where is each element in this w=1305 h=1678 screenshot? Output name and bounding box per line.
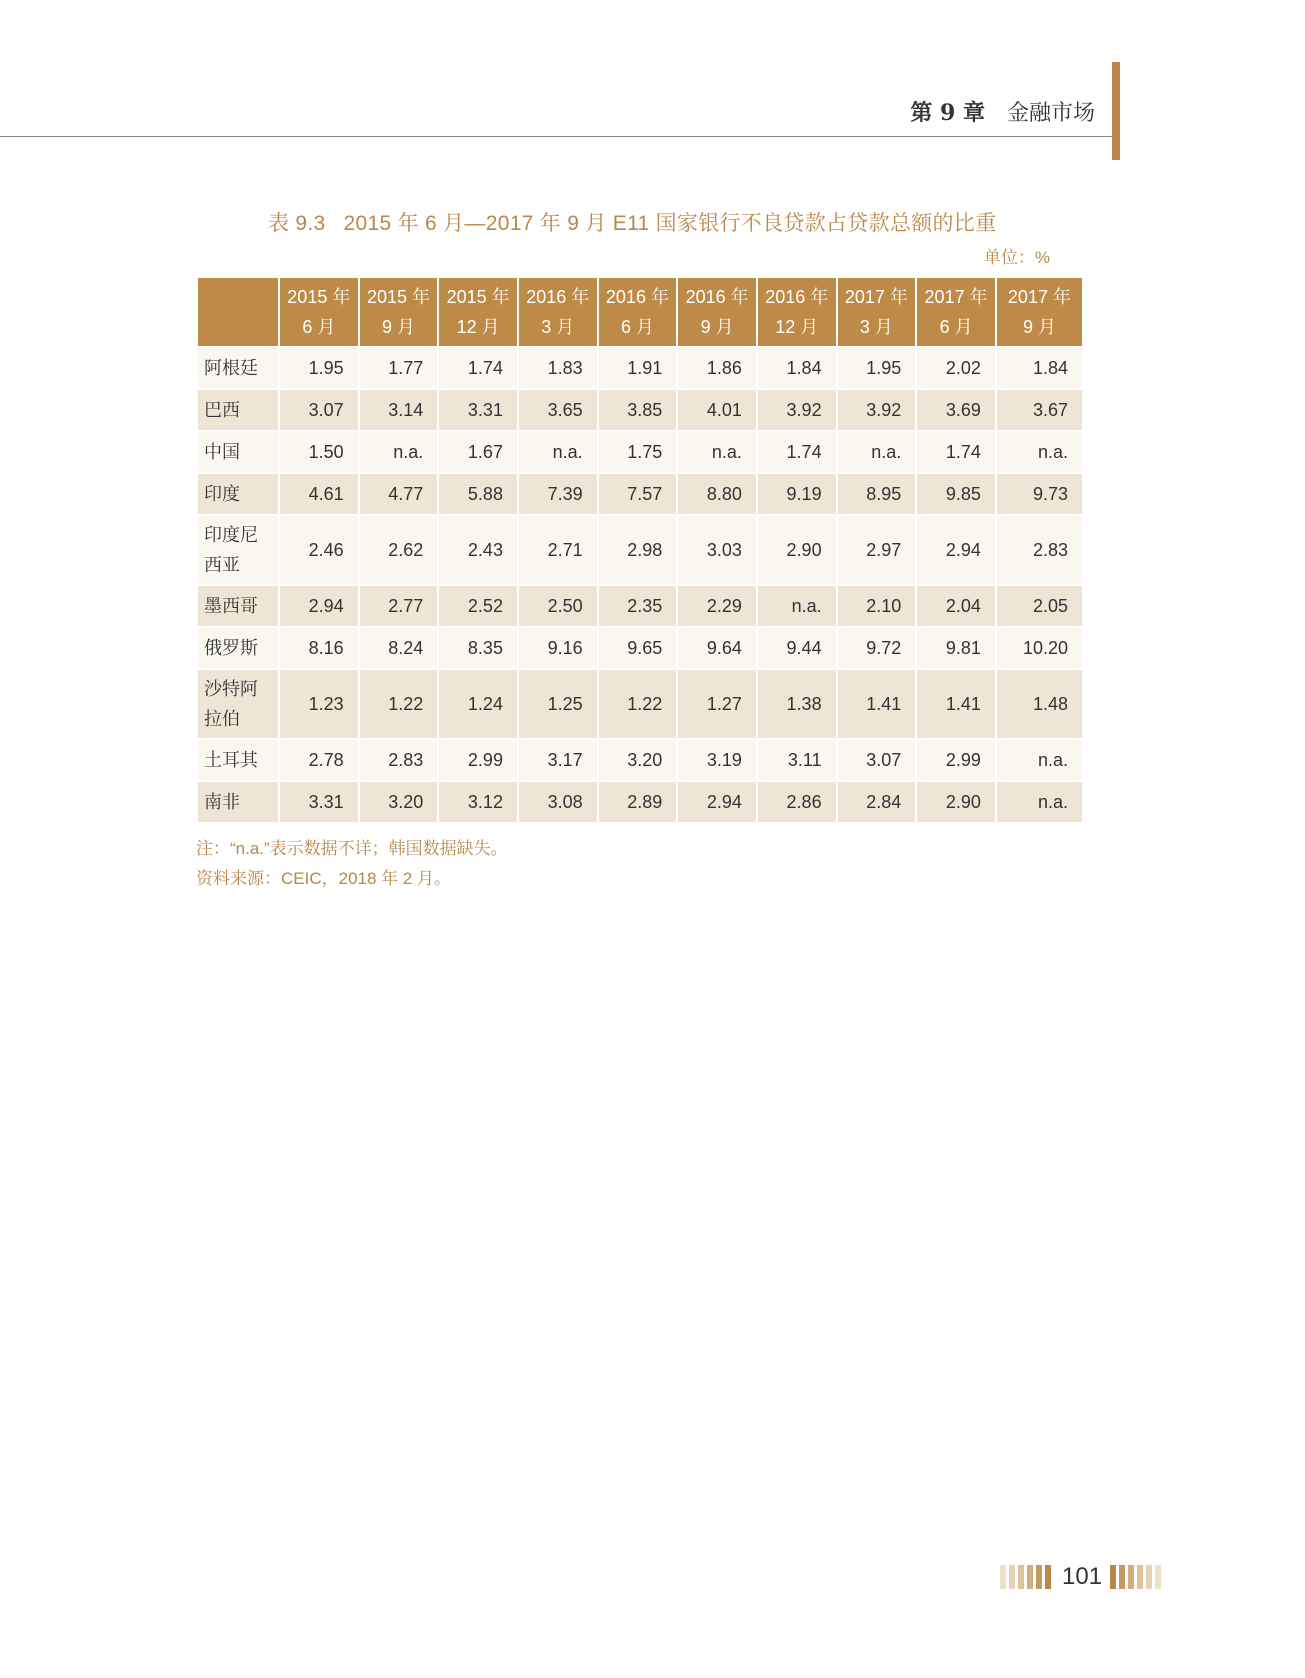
value-cell: 9.65 <box>599 628 677 668</box>
table-header <box>198 278 1082 346</box>
value-cell: 2.98 <box>599 516 677 584</box>
value-cell: 5.88 <box>439 474 517 514</box>
column-header <box>360 278 438 346</box>
value-cell: 1.74 <box>917 432 995 472</box>
value-cell: 2.29 <box>678 586 756 626</box>
value-cell: 3.85 <box>599 390 677 430</box>
value-cell: 3.65 <box>519 390 597 430</box>
value-cell: 7.39 <box>519 474 597 514</box>
value-cell: 2.10 <box>838 586 916 626</box>
value-cell: 4.61 <box>280 474 358 514</box>
value-cell: n.a. <box>997 432 1082 472</box>
value-cell: 1.91 <box>599 348 677 388</box>
column-header <box>519 278 597 346</box>
value-cell: 2.90 <box>758 516 836 584</box>
column-header-month: 3 月 <box>541 317 575 337</box>
value-cell: 8.35 <box>439 628 517 668</box>
column-header-month: 12 月 <box>456 317 500 337</box>
value-cell: n.a. <box>997 782 1082 822</box>
value-cell: 2.78 <box>280 740 358 780</box>
value-cell: 1.83 <box>519 348 597 388</box>
ornament-stripe <box>1036 1565 1042 1589</box>
ornament-stripe <box>1110 1565 1116 1589</box>
table-row <box>198 586 1082 626</box>
value-cell: 2.97 <box>838 516 916 584</box>
ornament-stripe <box>1137 1565 1143 1589</box>
value-cell: 2.05 <box>997 586 1082 626</box>
value-cell: 4.77 <box>360 474 438 514</box>
value-cell: 7.57 <box>599 474 677 514</box>
column-header-year: 2015 年 <box>287 287 351 307</box>
column-header-month: 6 月 <box>302 317 336 337</box>
value-cell: 2.71 <box>519 516 597 584</box>
value-cell: 9.64 <box>678 628 756 668</box>
value-cell: 2.04 <box>917 586 995 626</box>
value-cell: 3.92 <box>758 390 836 430</box>
value-cell: 10.20 <box>997 628 1082 668</box>
running-header <box>910 96 1095 127</box>
value-cell: 2.94 <box>678 782 756 822</box>
ornament-stripe <box>1155 1565 1161 1589</box>
country-name-line: 南非 <box>204 792 240 812</box>
column-header-month: 12 月 <box>775 317 819 337</box>
country-name <box>198 586 278 626</box>
value-cell: 2.46 <box>280 516 358 584</box>
value-cell: 8.16 <box>280 628 358 668</box>
table-row <box>198 348 1082 388</box>
value-cell: 1.67 <box>439 432 517 472</box>
column-header <box>280 278 358 346</box>
value-cell: 2.86 <box>758 782 836 822</box>
table-row <box>198 390 1082 430</box>
value-cell: 9.19 <box>758 474 836 514</box>
table-title: 2015 年 6 月—2017 年 9 月 E11 国家银行不良贷款占贷款总额的比重 <box>343 212 997 235</box>
value-cell: 1.77 <box>360 348 438 388</box>
header-corner-cell <box>198 278 278 346</box>
value-cell: 8.24 <box>360 628 438 668</box>
ornament-stripe <box>1128 1565 1134 1589</box>
ornament-stripe <box>1045 1565 1051 1589</box>
value-cell: 9.85 <box>917 474 995 514</box>
value-cell: n.a. <box>758 586 836 626</box>
column-header-year: 2016 年 <box>765 287 829 307</box>
column-header-month: 9 月 <box>1022 317 1056 337</box>
ornament-stripe <box>1009 1565 1015 1589</box>
value-cell: 2.02 <box>917 348 995 388</box>
country-name-line: 巴西 <box>204 400 240 420</box>
column-header <box>678 278 756 346</box>
country-name-line: 沙特阿 <box>204 679 258 699</box>
header-accent-bar <box>1112 62 1120 160</box>
ornament-stripe <box>1000 1565 1006 1589</box>
value-cell: 1.95 <box>280 348 358 388</box>
country-name <box>198 432 278 472</box>
value-cell: 2.52 <box>439 586 517 626</box>
country-name-line: 俄罗斯 <box>204 638 258 658</box>
column-header-month: 3 月 <box>859 317 893 337</box>
value-cell: 2.83 <box>360 740 438 780</box>
table-number: 表 9.3 <box>268 212 326 235</box>
value-cell: n.a. <box>519 432 597 472</box>
table-source: 资料来源：CEIC，2018 年 2 月。 <box>196 869 452 888</box>
value-cell: 1.74 <box>439 348 517 388</box>
value-cell: 3.07 <box>838 740 916 780</box>
ornament-stripe <box>1146 1565 1152 1589</box>
column-header <box>838 278 916 346</box>
ornament-stripe <box>1027 1565 1033 1589</box>
country-name-line: 拉伯 <box>204 709 240 729</box>
value-cell: 3.69 <box>917 390 995 430</box>
page-ornament-left <box>1000 1565 1054 1589</box>
header-rule <box>0 136 1116 137</box>
value-cell: 3.08 <box>519 782 597 822</box>
value-cell: 2.90 <box>917 782 995 822</box>
country-name <box>198 348 278 388</box>
value-cell: n.a. <box>678 432 756 472</box>
unit-label: 单位：% <box>983 248 1050 267</box>
country-name-line: 印度尼 <box>204 525 258 545</box>
country-name <box>198 628 278 668</box>
value-cell: 3.03 <box>678 516 756 584</box>
value-cell: 1.41 <box>917 670 995 738</box>
value-cell: 2.89 <box>599 782 677 822</box>
chapter-number: 第 9 章 <box>910 100 985 126</box>
value-cell: 3.11 <box>758 740 836 780</box>
country-name-line: 墨西哥 <box>204 596 258 616</box>
country-name <box>198 516 278 584</box>
value-cell: 2.62 <box>360 516 438 584</box>
value-cell: 1.95 <box>838 348 916 388</box>
column-header-year: 2016 年 <box>605 287 669 307</box>
table-row <box>198 740 1082 780</box>
page-number-block <box>1000 1563 1164 1591</box>
column-header-month: 9 月 <box>700 317 734 337</box>
column-header-month: 9 月 <box>381 317 415 337</box>
column-header-year: 2016 年 <box>526 287 590 307</box>
value-cell: 1.86 <box>678 348 756 388</box>
value-cell: 4.01 <box>678 390 756 430</box>
table-note: 注：“n.a.”表示数据不详；韩国数据缺失。 <box>196 839 508 858</box>
value-cell: 1.22 <box>599 670 677 738</box>
ornament-stripe <box>1018 1565 1024 1589</box>
country-name-line: 西亚 <box>204 555 240 575</box>
value-cell: 9.16 <box>519 628 597 668</box>
chapter-title: 金融市场 <box>1006 100 1095 125</box>
column-header <box>997 278 1082 346</box>
table-row <box>198 628 1082 668</box>
value-cell: 8.80 <box>678 474 756 514</box>
country-name-line: 阿根廷 <box>204 358 258 378</box>
value-cell: 1.74 <box>758 432 836 472</box>
value-cell: 2.43 <box>439 516 517 584</box>
value-cell: 1.41 <box>838 670 916 738</box>
column-header-year: 2017 年 <box>1007 287 1071 307</box>
country-name-line: 印度 <box>204 484 240 504</box>
value-cell: 3.31 <box>439 390 517 430</box>
value-cell: 2.50 <box>519 586 597 626</box>
value-cell: 1.22 <box>360 670 438 738</box>
page-number: 101 <box>1062 1563 1103 1590</box>
value-cell: 1.24 <box>439 670 517 738</box>
value-cell: n.a. <box>360 432 438 472</box>
value-cell: 9.72 <box>838 628 916 668</box>
page-ornament-right <box>1110 1565 1164 1589</box>
column-header-month: 6 月 <box>939 317 973 337</box>
value-cell: 2.84 <box>838 782 916 822</box>
country-name <box>198 782 278 822</box>
column-header-year: 2017 年 <box>924 287 988 307</box>
value-cell: 2.94 <box>280 586 358 626</box>
value-cell: 3.17 <box>519 740 597 780</box>
value-cell: 2.83 <box>997 516 1082 584</box>
value-cell: 1.38 <box>758 670 836 738</box>
table-caption <box>268 207 996 237</box>
ornament-stripe <box>1119 1565 1125 1589</box>
data-table <box>196 276 1084 824</box>
value-cell: 3.67 <box>997 390 1082 430</box>
value-cell: n.a. <box>838 432 916 472</box>
value-cell: 3.92 <box>838 390 916 430</box>
value-cell: 2.99 <box>917 740 995 780</box>
country-name <box>198 670 278 738</box>
country-name-line: 中国 <box>204 442 240 462</box>
value-cell: 2.94 <box>917 516 995 584</box>
value-cell: 9.44 <box>758 628 836 668</box>
value-cell: 2.35 <box>599 586 677 626</box>
value-cell: 1.84 <box>997 348 1082 388</box>
value-cell: 9.81 <box>917 628 995 668</box>
country-name-line: 土耳其 <box>204 750 258 770</box>
column-header <box>758 278 836 346</box>
value-cell: 1.27 <box>678 670 756 738</box>
column-header-month: 6 月 <box>620 317 654 337</box>
country-name <box>198 474 278 514</box>
value-cell: 3.19 <box>678 740 756 780</box>
value-cell: 9.73 <box>997 474 1082 514</box>
column-header-year: 2016 年 <box>685 287 749 307</box>
column-header-year: 2015 年 <box>446 287 510 307</box>
value-cell: 1.75 <box>599 432 677 472</box>
value-cell: 2.77 <box>360 586 438 626</box>
table-row <box>198 516 1082 584</box>
value-cell: 3.20 <box>599 740 677 780</box>
value-cell: n.a. <box>997 740 1082 780</box>
table-row <box>198 474 1082 514</box>
value-cell: 1.84 <box>758 348 836 388</box>
value-cell: 3.31 <box>280 782 358 822</box>
column-header-year: 2015 年 <box>366 287 430 307</box>
value-cell: 3.14 <box>360 390 438 430</box>
country-name <box>198 740 278 780</box>
value-cell: 3.07 <box>280 390 358 430</box>
table-body <box>198 348 1082 822</box>
table-row <box>198 432 1082 472</box>
value-cell: 1.50 <box>280 432 358 472</box>
value-cell: 2.99 <box>439 740 517 780</box>
column-header <box>917 278 995 346</box>
value-cell: 3.20 <box>360 782 438 822</box>
header-row <box>198 278 1082 346</box>
value-cell: 8.95 <box>838 474 916 514</box>
value-cell: 1.23 <box>280 670 358 738</box>
column-header <box>599 278 677 346</box>
column-header-year: 2017 年 <box>844 287 908 307</box>
table-row <box>198 670 1082 738</box>
value-cell: 1.48 <box>997 670 1082 738</box>
value-cell: 1.25 <box>519 670 597 738</box>
value-cell: 3.12 <box>439 782 517 822</box>
column-header <box>439 278 517 346</box>
country-name <box>198 390 278 430</box>
table-row <box>198 782 1082 822</box>
